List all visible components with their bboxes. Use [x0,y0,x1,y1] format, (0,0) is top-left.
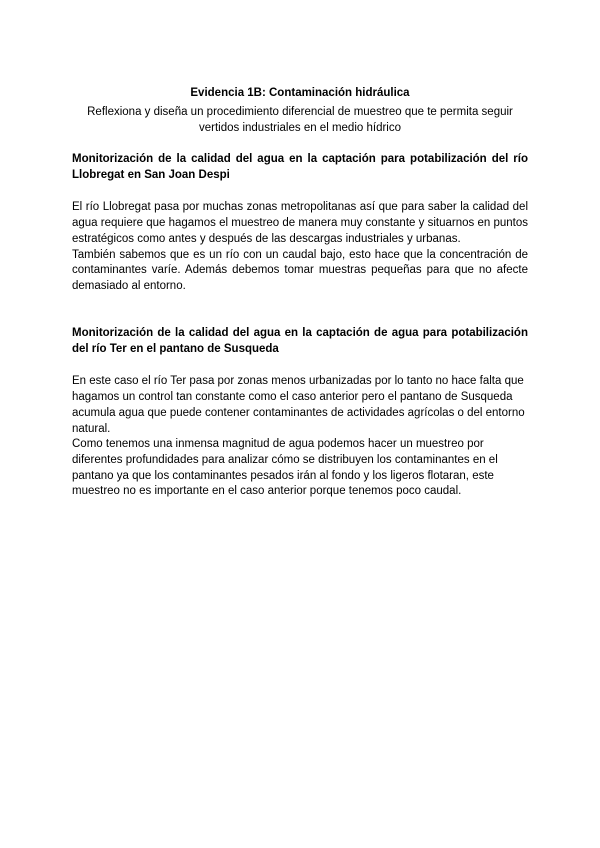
document-title: Evidencia 1B: Contaminación hidráulica [190,87,410,99]
section-heading: Monitorización de la calidad del agua en la captación para potabilización del río Llobregat en San Joan Despi [72,153,528,181]
section-heading: Monitorización de la calidad del agua en la captación de agua para potabilización del río Ter en el pantano de Susqueda [72,327,528,355]
section-llobregat [72,152,528,295]
document-subtitle: Reflexiona y diseña un procedimiento diferencial de muestreo que te permita seguir vertidos industriales en el medio hídrico [87,106,513,134]
paragraph: Como tenemos una inmensa magnitud de agua podemos hacer un muestreo por diferentes profundidades para analizar cómo se distribuyen los contaminantes en el pantano ya que los contaminantes pesados irán al fondo y los ligeros flotaran, este muestreo no es importante en el caso anterior porque tenemos poco caudal. [72,438,498,498]
paragraph: También sabemos que es un río con un caudal bajo, esto hace que la concentración de contaminantes varíe. Además debemos tomar muestras pequeñas para que no afecte demasiado al entorno. [72,248,528,292]
document-header [72,85,528,136]
section-ter [72,326,528,500]
paragraph: En este caso el río Ter pasa por zonas menos urbanizadas por lo tanto no hace falta que hagamos un control tan constante como el caso anterior pero el pantano de Susqueda acumula agua que puede contener contaminantes de actividades agrícolas o del entorno natural. [72,375,525,435]
paragraph: El río Llobregat pasa por muchas zonas metropolitanas así que para saber la calidad del agua requiere que hagamos el muestreo de manera muy constante y situarnos en puntos estratégicos como antes y después de las descargas industriales y urbanas. [72,201,528,245]
